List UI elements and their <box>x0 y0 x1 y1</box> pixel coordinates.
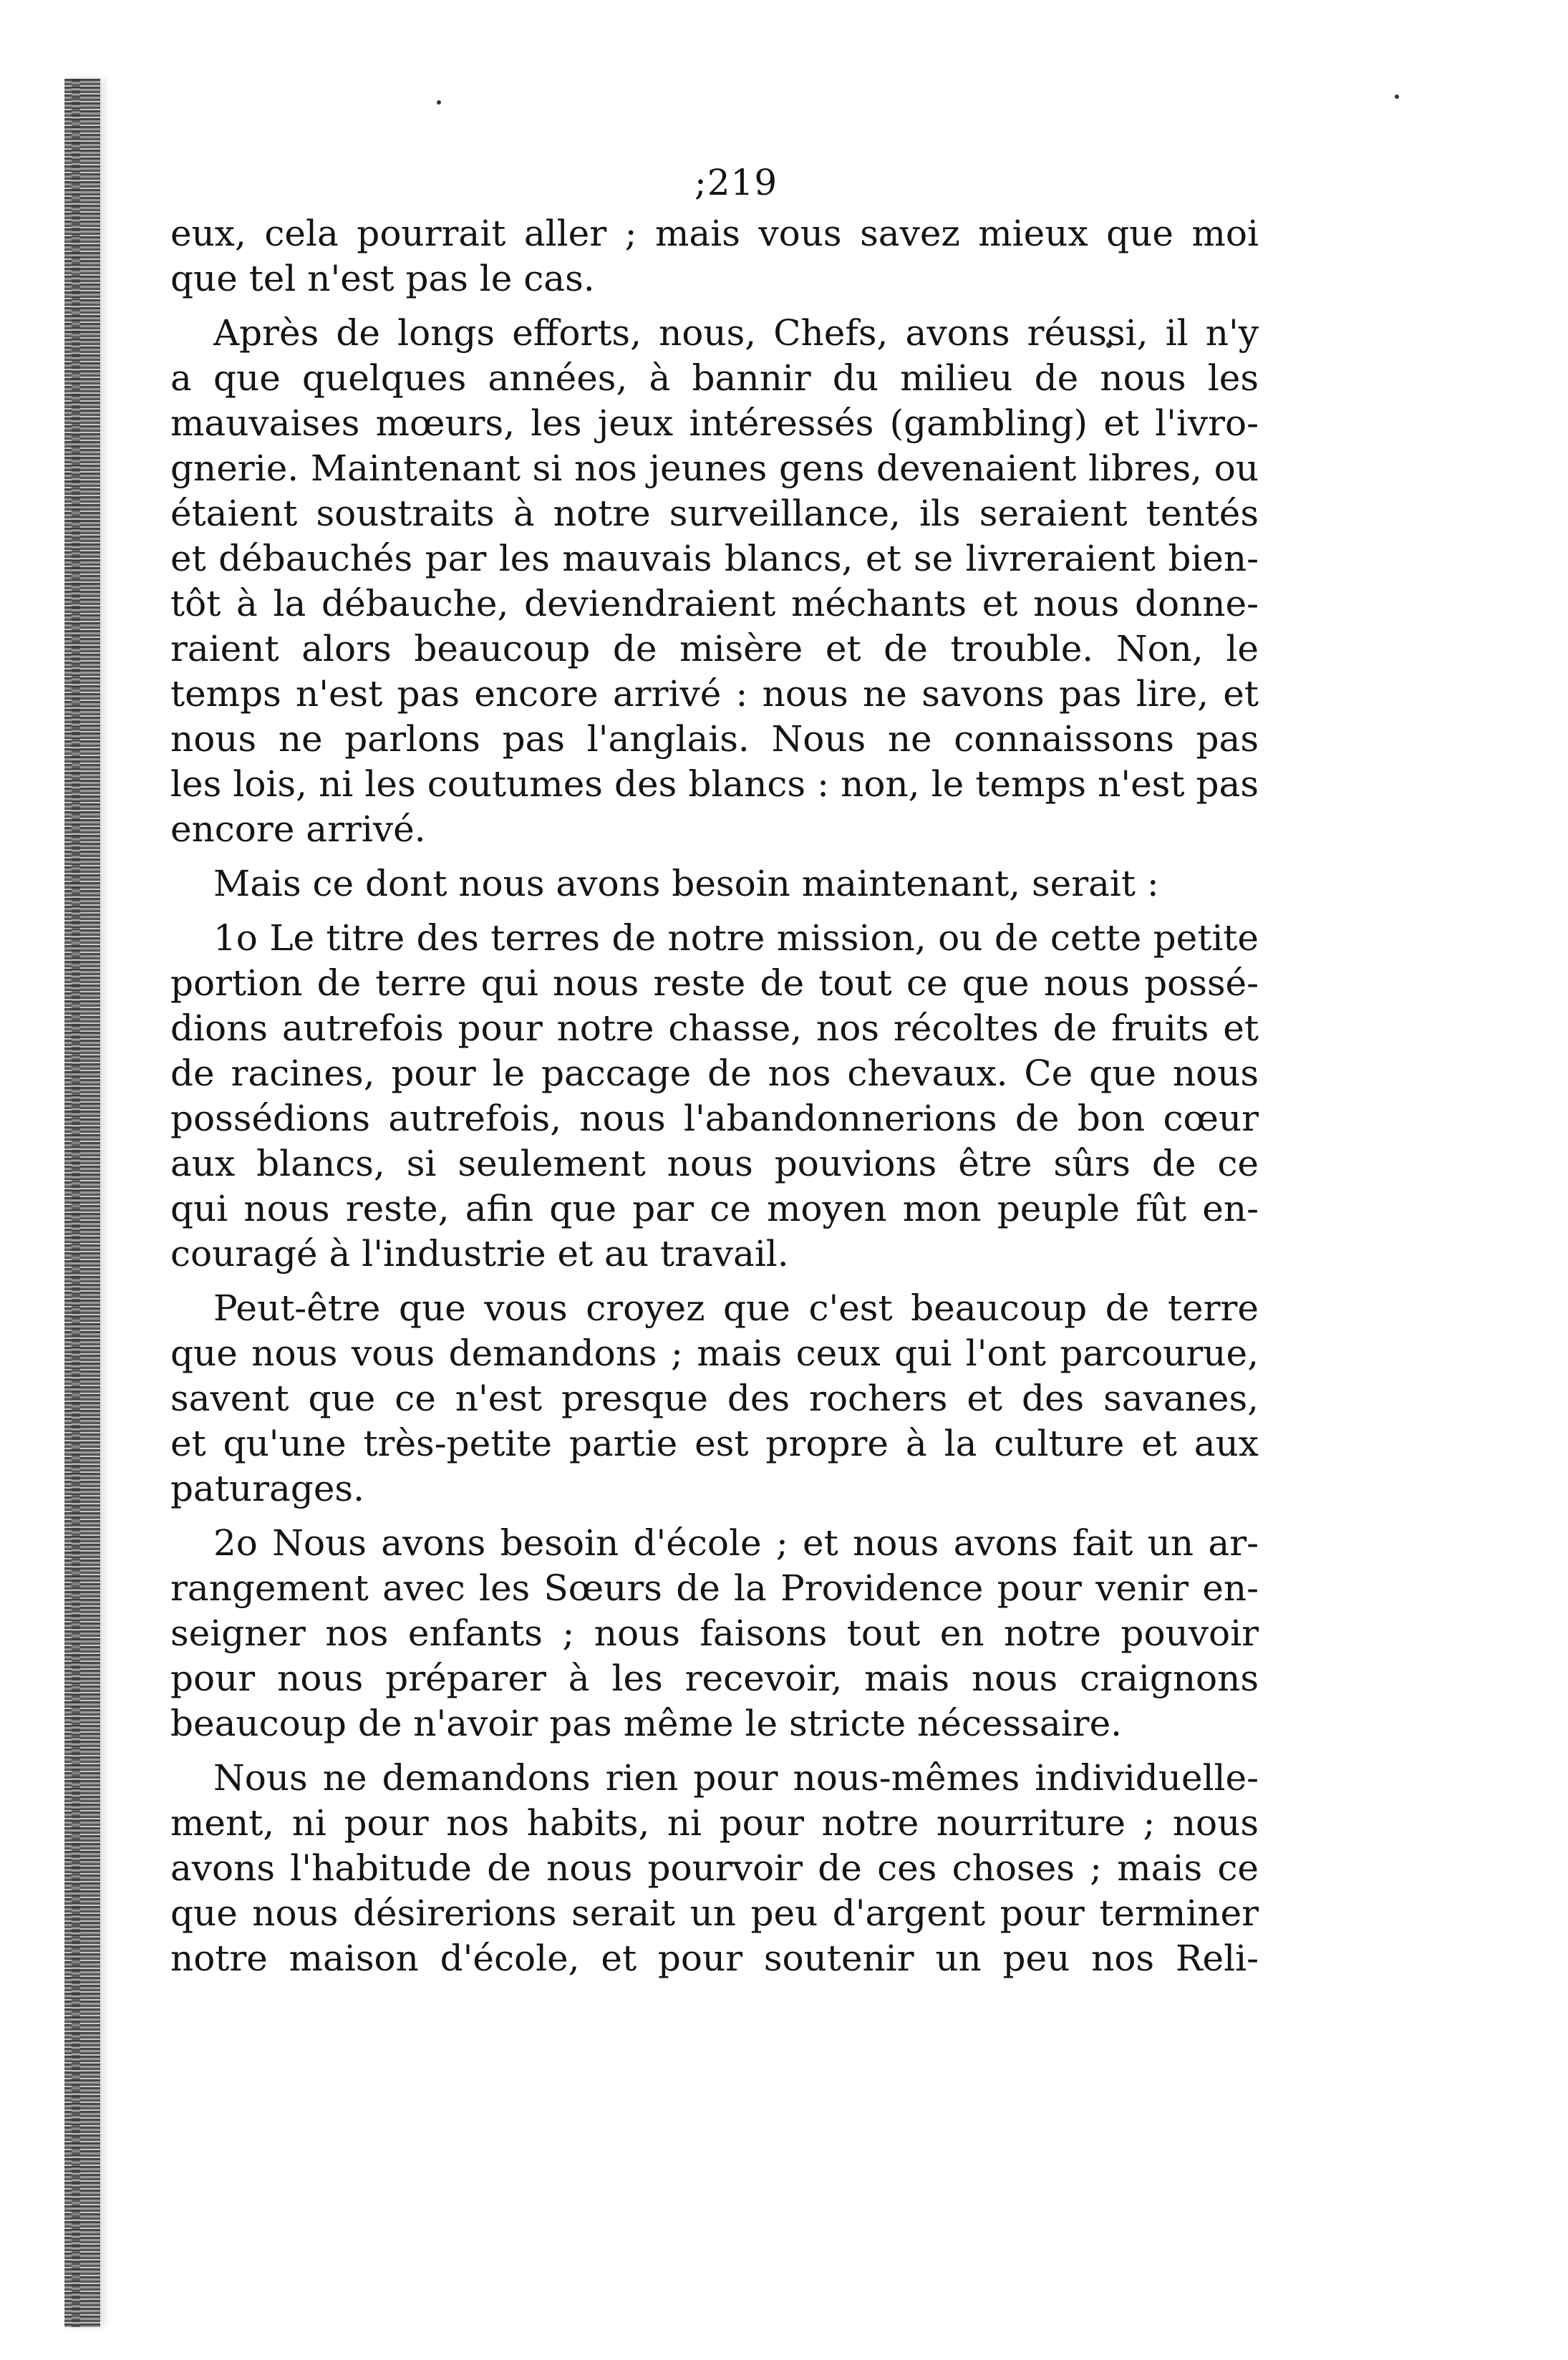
text-line: mauvaises mœurs, les jeux intéressés (gambling) et l'ivro- <box>170 402 1259 444</box>
text-line: gnerie. Maintenant si nos jeunes gens devenaient libres, ou <box>170 448 1259 489</box>
text-line: couragé à l'industrie et au travail. <box>170 1233 789 1275</box>
print-speck <box>1395 95 1399 99</box>
paragraph <box>170 1286 1259 1512</box>
text-line: que tel n'est pas le cas. <box>170 258 595 299</box>
paragraph <box>170 861 1259 906</box>
page-number: ;219 <box>694 162 778 203</box>
text-line: a que quelques années, à bannir du milieu de nous les <box>170 357 1259 399</box>
text-line: Après de longs efforts, nous, Chefs, avons réussi, il n'y <box>213 312 1259 354</box>
paragraph <box>170 1756 1259 1981</box>
paragraph <box>170 211 1259 301</box>
text-line: 1o Le titre des terres de notre mission, ou de cette petite <box>213 917 1259 959</box>
book-page <box>170 154 1259 1991</box>
text-line: temps n'est pas encore arrivé : nous ne savons pas lire, et <box>170 673 1259 715</box>
text-line: pour nous préparer à les recevoir, mais nous craignons <box>170 1658 1259 1699</box>
text-line: ment, ni pour nos habits, ni pour notre nourriture ; nous <box>170 1802 1259 1844</box>
paragraph <box>170 916 1259 1277</box>
text-line: qui nous reste, afin que par ce moyen mon peuple fût en- <box>170 1188 1259 1229</box>
text-line: paturages. <box>170 1468 364 1509</box>
text-line: savent que ce n'est presque des rochers et des savanes, <box>170 1378 1259 1419</box>
text-line: encore arrivé. <box>170 808 426 850</box>
print-speck <box>437 100 441 105</box>
text-line: rangement avec les Sœurs de la Providence pour venir en- <box>170 1567 1259 1609</box>
text-line: seigner nos enfants ; nous faisons tout en notre pouvoir <box>170 1612 1259 1654</box>
text-line: et qu'une très-petite partie est propre à la culture et aux <box>170 1423 1259 1464</box>
paragraph <box>170 1521 1259 1746</box>
text-line: Peut-être que vous croyez que c'est beaucoup de terre <box>213 1287 1259 1329</box>
text-line: tôt à la débauche, deviendraient méchants et nous donne- <box>170 583 1259 624</box>
text-line: dions autrefois pour notre chasse, nos récoltes de fruits et <box>170 1007 1259 1049</box>
paragraph <box>170 311 1259 852</box>
text-line: que nous vous demandons ; mais ceux qui l'ont parcourue, <box>170 1333 1259 1374</box>
text-line: possédions autrefois, nous l'abandonnerions de bon cœur <box>170 1098 1259 1139</box>
page-text <box>170 211 1259 1981</box>
text-line: portion de terre qui nous reste de tout ce que nous possé- <box>170 962 1259 1004</box>
text-line: de racines, pour le paccage de nos chevaux. Ce que nous <box>170 1053 1259 1094</box>
text-line: beaucoup de n'avoir pas même le stricte nécessaire. <box>170 1703 1123 1744</box>
text-line: Mais ce dont nous avons besoin maintenant, serait : <box>213 863 1159 904</box>
text-line: aux blancs, si seulement nous pouvions être sûrs de ce <box>170 1143 1259 1184</box>
text-line: 2o Nous avons besoin d'école ; et nous avons fait un ar- <box>213 1522 1259 1564</box>
text-line: avons l'habitude de nous pourvoir de ces choses ; mais ce <box>170 1847 1259 1889</box>
text-line: raient alors beaucoup de misère et de trouble. Non, le <box>170 628 1259 669</box>
text-line: Nous ne demandons rien pour nous-mêmes individuelle- <box>213 1757 1259 1799</box>
binding-edge <box>64 79 100 2327</box>
text-line: eux, cela pourrait aller ; mais vous savez mieux que moi <box>170 213 1259 254</box>
text-line: et débauchés par les mauvais blancs, et se livreraient bien- <box>170 538 1259 579</box>
text-line: étaient soustraits à notre surveillance, ils seraient tentés <box>170 493 1259 534</box>
text-line: nous ne parlons pas l'anglais. Nous ne connaissons pas <box>170 718 1259 760</box>
text-line: les lois, ni les coutumes des blancs : non, le temps n'est pas <box>170 763 1259 805</box>
text-line: que nous désirerions serait un peu d'argent pour terminer <box>170 1892 1259 1934</box>
text-line: notre maison d'école, et pour soutenir un peu nos Reli- <box>170 1938 1259 1979</box>
